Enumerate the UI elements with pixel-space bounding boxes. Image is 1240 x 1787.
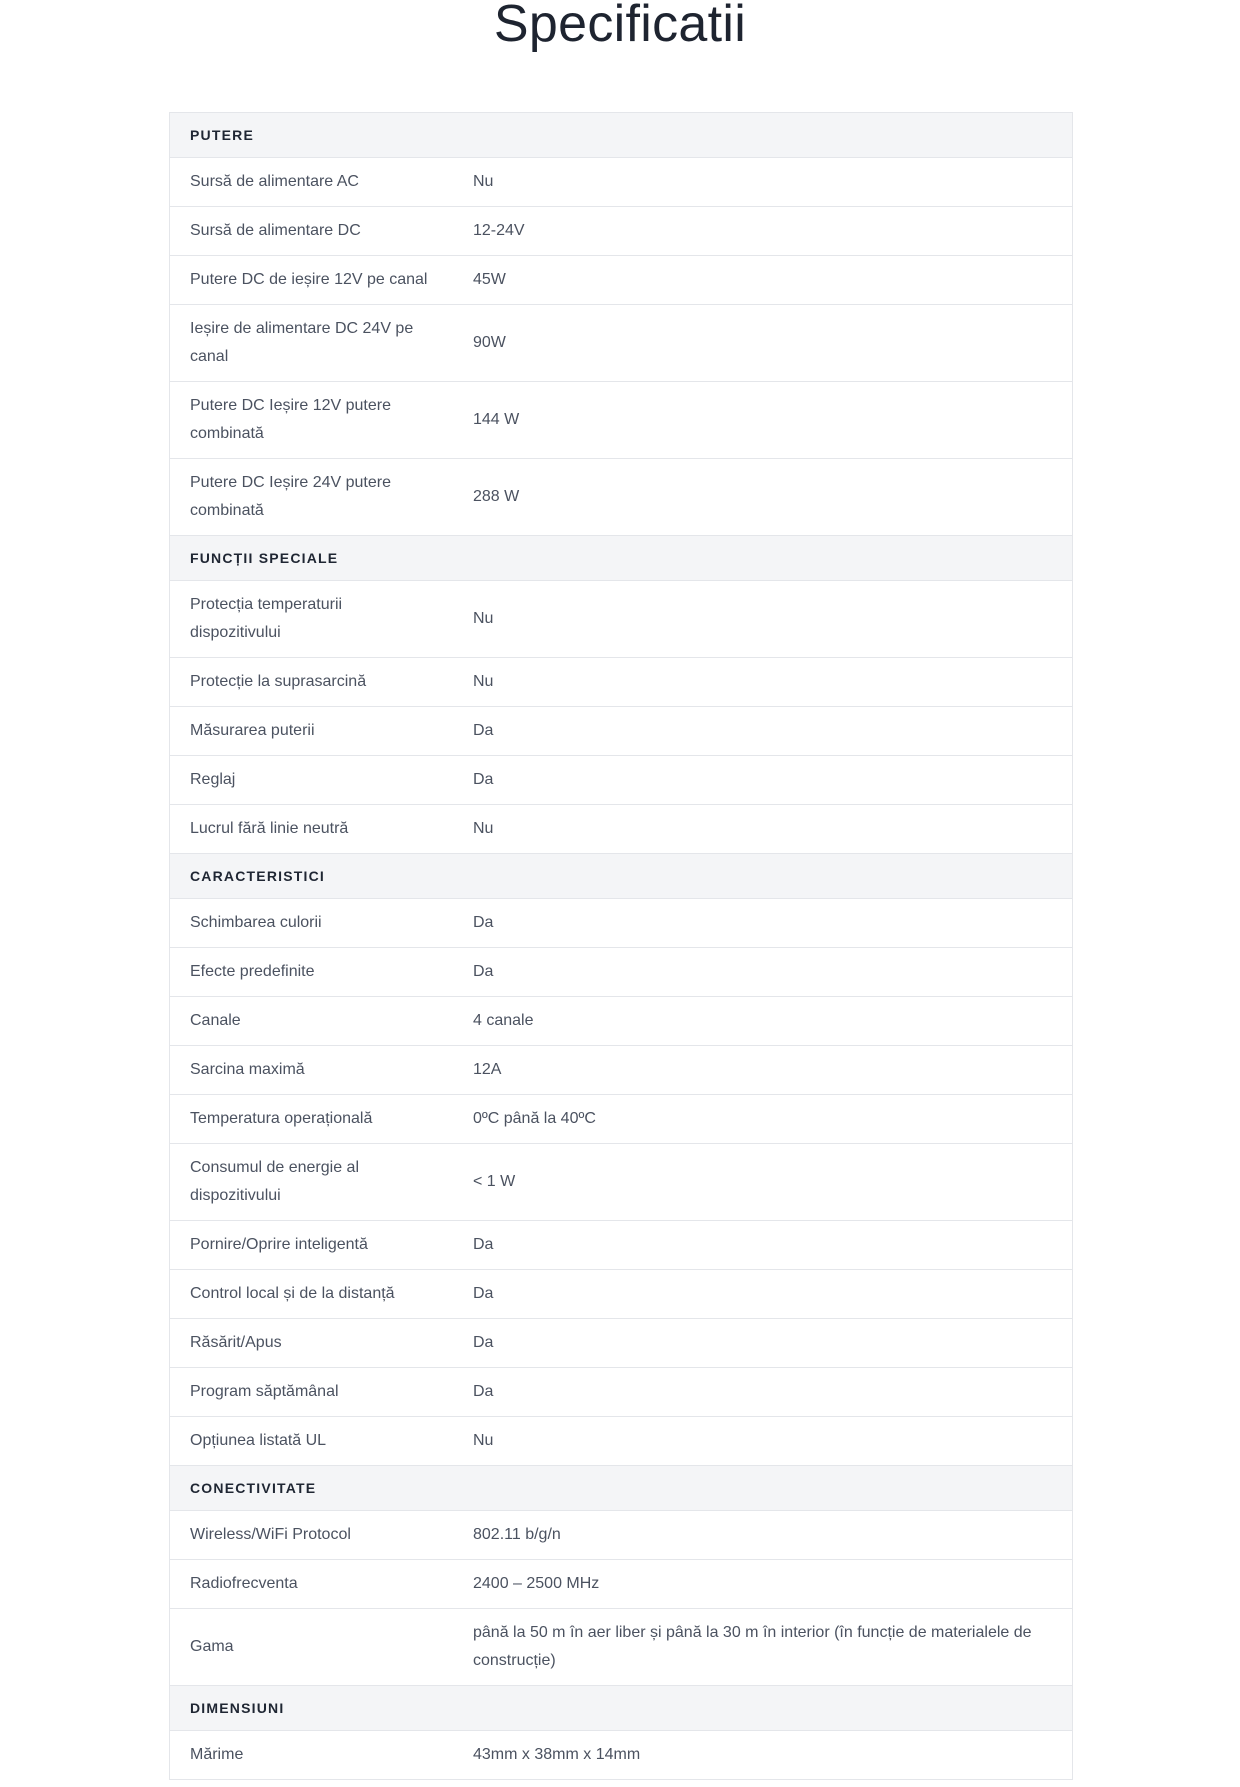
spec-value: < 1 W xyxy=(473,1173,516,1190)
spec-row xyxy=(170,948,1072,997)
spec-row xyxy=(170,1417,1072,1466)
specifications-table xyxy=(169,112,1073,1780)
spec-row xyxy=(170,1095,1072,1144)
spec-row xyxy=(170,997,1072,1046)
spec-label: Consumul de energie al dispozitivului xyxy=(190,1159,359,1204)
spec-label: Radiofrecventa xyxy=(190,1575,298,1592)
section-header-caracteristici: CARACTERISTICI xyxy=(170,854,1072,899)
spec-value: 0ºC până la 40ºC xyxy=(473,1110,596,1127)
spec-value: Da xyxy=(473,771,494,788)
page-title: Specificatii xyxy=(493,0,747,53)
spec-row xyxy=(170,1511,1072,1560)
spec-value: Nu xyxy=(473,1432,494,1449)
spec-value: Da xyxy=(473,963,494,980)
spec-label: Răsărit/Apus xyxy=(190,1334,282,1351)
spec-row xyxy=(170,1144,1072,1221)
spec-row xyxy=(170,658,1072,707)
spec-row xyxy=(170,256,1072,305)
spec-label: Lucrul fără linie neutră xyxy=(190,820,349,837)
spec-label: Efecte predefinite xyxy=(190,963,315,980)
spec-value: 12-24V xyxy=(473,222,525,239)
section-header-functii-speciale: FUNCȚII SPECIALE xyxy=(170,536,1072,581)
section-header-conectivitate: CONECTIVITATE xyxy=(170,1466,1072,1511)
spec-label: Ieșire de alimentare DC 24V pe canal xyxy=(190,320,414,365)
spec-label: Temperatura operațională xyxy=(190,1110,373,1127)
spec-label: Schimbarea culorii xyxy=(190,914,322,931)
spec-label: Sarcina maximă xyxy=(190,1061,305,1078)
spec-row xyxy=(170,899,1072,948)
spec-label: Protecție la suprasarcină xyxy=(190,673,367,690)
spec-row xyxy=(170,756,1072,805)
spec-value: Da xyxy=(473,1236,494,1253)
spec-label: Reglaj xyxy=(190,771,236,788)
spec-row xyxy=(170,158,1072,207)
spec-row xyxy=(170,207,1072,256)
section-header-putere: PUTERE xyxy=(170,113,1072,158)
spec-row xyxy=(170,1319,1072,1368)
spec-value: Da xyxy=(473,1334,494,1351)
spec-label: Măsurarea puterii xyxy=(190,722,315,739)
spec-value: 802.11 b/g/n xyxy=(473,1526,561,1543)
spec-row xyxy=(170,1368,1072,1417)
spec-label: Control local și de la distanță xyxy=(190,1285,395,1302)
spec-label: Putere DC Ieșire 12V putere combinată xyxy=(190,397,391,442)
spec-row xyxy=(170,1046,1072,1095)
spec-row xyxy=(170,1221,1072,1270)
spec-row xyxy=(170,459,1072,536)
spec-value: Da xyxy=(473,722,494,739)
spec-label: Canale xyxy=(190,1012,241,1029)
spec-row xyxy=(170,1731,1072,1780)
spec-value: 4 canale xyxy=(473,1012,534,1029)
spec-label: Gama xyxy=(190,1638,234,1655)
spec-value: Da xyxy=(473,1285,494,1302)
spec-label: Sursă de alimentare DC xyxy=(190,222,361,239)
spec-value: 2400 – 2500 MHz xyxy=(473,1575,600,1592)
spec-value: Da xyxy=(473,1383,494,1400)
spec-value: Nu xyxy=(473,673,494,690)
spec-value: Nu xyxy=(473,173,494,190)
spec-value: Nu xyxy=(473,820,494,837)
spec-label: Sursă de alimentare AC xyxy=(190,173,359,190)
spec-row xyxy=(170,707,1072,756)
spec-label: Putere DC de ieșire 12V pe canal xyxy=(190,271,428,288)
spec-label: Program săptămânal xyxy=(190,1383,339,1400)
spec-row xyxy=(170,805,1072,854)
spec-value: 43mm x 38mm x 14mm xyxy=(473,1746,641,1763)
spec-row xyxy=(170,581,1072,658)
section-header-dimensiuni: DIMENSIUNI xyxy=(170,1686,1072,1731)
spec-row xyxy=(170,382,1072,459)
spec-value: 144 W xyxy=(473,411,520,428)
spec-label: Putere DC Ieșire 24V putere combinată xyxy=(190,474,391,519)
spec-value: 12A xyxy=(473,1061,502,1078)
spec-value: 90W xyxy=(473,334,506,351)
spec-value: 45W xyxy=(473,271,506,288)
spec-value: până la 50 m în aer liber și până la 30 m în interior (în funcție de materialele de construcție) xyxy=(473,1624,1032,1669)
spec-label: Mărime xyxy=(190,1746,244,1763)
spec-label: Pornire/Oprire inteligentă xyxy=(190,1236,368,1253)
spec-label: Protecția temperaturii dispozitivului xyxy=(190,596,343,641)
spec-row xyxy=(170,1560,1072,1609)
spec-value: 288 W xyxy=(473,488,520,505)
spec-row xyxy=(170,305,1072,382)
spec-value: Nu xyxy=(473,610,494,627)
spec-row xyxy=(170,1270,1072,1319)
spec-label: Opțiunea listată UL xyxy=(190,1432,327,1449)
spec-row xyxy=(170,1609,1072,1686)
spec-label: Wireless/WiFi Protocol xyxy=(190,1526,351,1543)
spec-value: Da xyxy=(473,914,494,931)
